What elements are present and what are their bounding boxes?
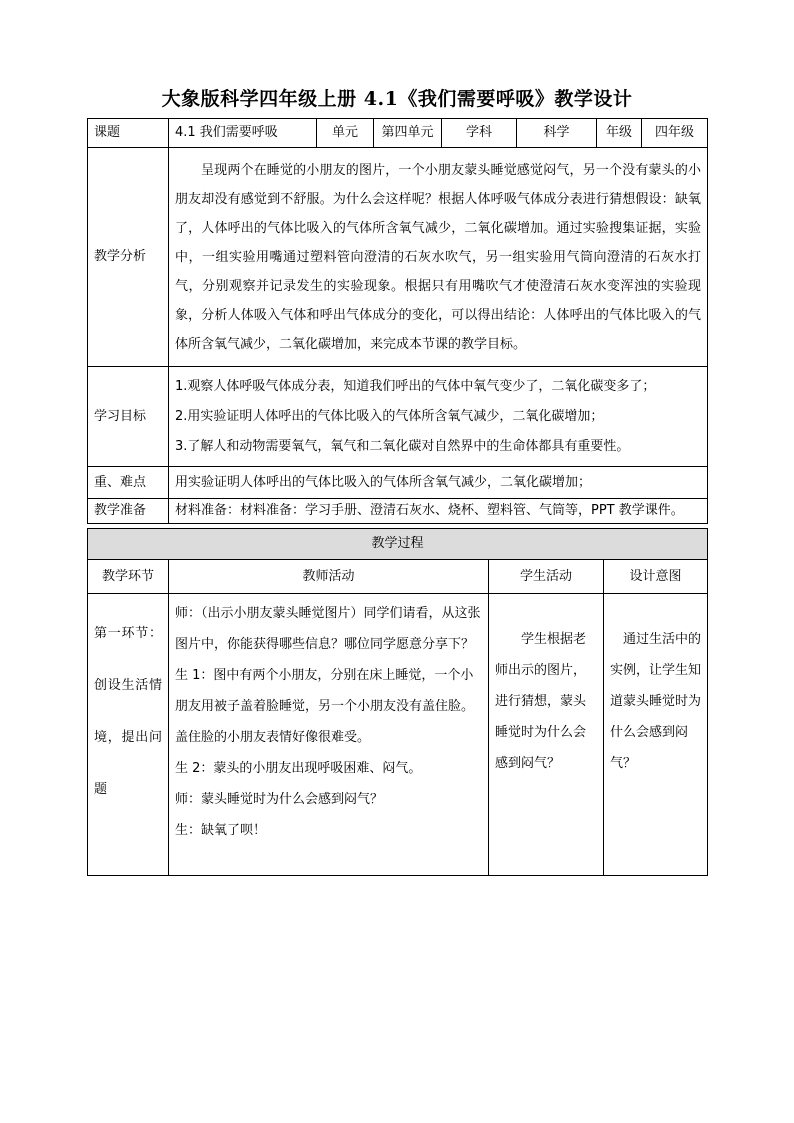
- grade-label: 年级: [597, 119, 642, 148]
- process-header-row: [88, 529, 708, 560]
- column-header: 设计意图: [604, 560, 708, 594]
- prep-text: 材料准备：材料准备：学习手册、澄清石灰水、烧杯、塑料管、气筒等，PPT 教学课件。: [169, 499, 708, 524]
- analysis-row: [88, 148, 708, 367]
- process-header: 教学过程: [88, 529, 708, 560]
- analysis-text: 呈现两个在睡觉的小朋友的图片，一个小朋友蒙头睡觉感觉闷气，另一个没有蒙头的小朋友却没有感觉到不舒服。为什么会这样呢？根据人体呼吸气体成分表进行猜想假设：缺氧了，人体呼出的气体比吸入的气体所含氧气减少，二氧化碳增加。通过实验搜集证据，实验中，一组实验用嘴通过塑料管向澄清的石灰水吹气，另一组实验用气筒向澄清的石灰水打气，分别观察并记录发生的实验现象。根据只有用嘴吹气才使澄清石灰水变浑浊的实验现象，分析人体吸入气体和呼出气体成分的变化，可以得出结论：人体呼出的气体比吸入的气体所含氧气减少，二氧化碳增加，来完成本节课的教学目标。: [169, 148, 708, 367]
- subject-label: 学科: [442, 119, 517, 148]
- prep-label: 教学准备: [88, 499, 169, 524]
- teacher-line: 师：蒙头睡觉时为什么会感到闷气？: [175, 792, 384, 807]
- key-points-text: 用实验证明人体呼出的气体比吸入的气体所含氧气减少，二氧化碳增加；: [169, 467, 708, 499]
- unit-label: 单元: [317, 119, 374, 148]
- process-row: [88, 594, 708, 876]
- column-header: 教师活动: [169, 560, 489, 594]
- section-name: 第一环节：创设生活情境，提出问题: [88, 594, 169, 876]
- teaching-process-table: [87, 528, 708, 876]
- topic-label: 课题: [88, 119, 169, 148]
- teacher-line: 生：缺氧了呗！: [175, 823, 267, 838]
- unit-value: 第四单元: [374, 119, 442, 148]
- teacher-line: 师：（出示小朋友蒙头睡觉图片）同学们请看，从这张图片中，你能获得哪些信息？哪位同学愿意分享下？: [175, 606, 481, 652]
- teacher-line: 生 1：图中有两个小朋友，分别在床上睡觉，一个小朋友用被子盖着脸睡觉，另一个小朋友没有盖住脸。盖住脸的小朋友表情好像很难受。: [175, 668, 475, 745]
- lesson-info-table: [87, 118, 708, 524]
- grade-value: 四年级: [642, 119, 708, 148]
- goals-row: [88, 367, 708, 467]
- prep-row: [88, 499, 708, 524]
- column-header: 教学环节: [88, 560, 169, 594]
- key-points-label: 重、难点: [88, 467, 169, 499]
- goal-item: 3.了解人和动物需要氧气，氧气和二氧化碳对自然界中的生命体都具有重要性。: [175, 438, 630, 454]
- topic-value: 4.1 我们需要呼吸: [169, 119, 317, 148]
- process-columns-row: [88, 560, 708, 594]
- page-title: 大象版科学四年级上册 4.1《我们需要呼吸》教学设计: [161, 88, 633, 110]
- column-header: 学生活动: [489, 560, 604, 594]
- goal-item: 1.观察人体呼吸气体成分表，知道我们呼出的气体中氧气变少了，二氧化碳变多了；: [175, 378, 656, 394]
- goals-label: 学习目标: [88, 367, 169, 467]
- key-points-row: [88, 467, 708, 499]
- goals-list: [169, 367, 708, 467]
- student-activity: 学生根据老师出示的图片，进行猜想，蒙头睡觉时为什么会感到闷气？: [489, 594, 604, 876]
- subject-value: 科学: [517, 119, 597, 148]
- info-row: [88, 119, 708, 148]
- teacher-line: 生 2：蒙头的小朋友出现呼吸困难、闷气。: [175, 761, 422, 776]
- design-intent: 通过生活中的实例，让学生知道蒙头睡觉时为什么会感到闷气？: [604, 594, 708, 876]
- teacher-activity: [169, 594, 489, 876]
- goal-item: 2.用实验证明人体呼出的气体比吸入的气体所含氧气减少，二氧化碳增加；: [175, 408, 604, 424]
- analysis-label: 教学分析: [88, 148, 169, 367]
